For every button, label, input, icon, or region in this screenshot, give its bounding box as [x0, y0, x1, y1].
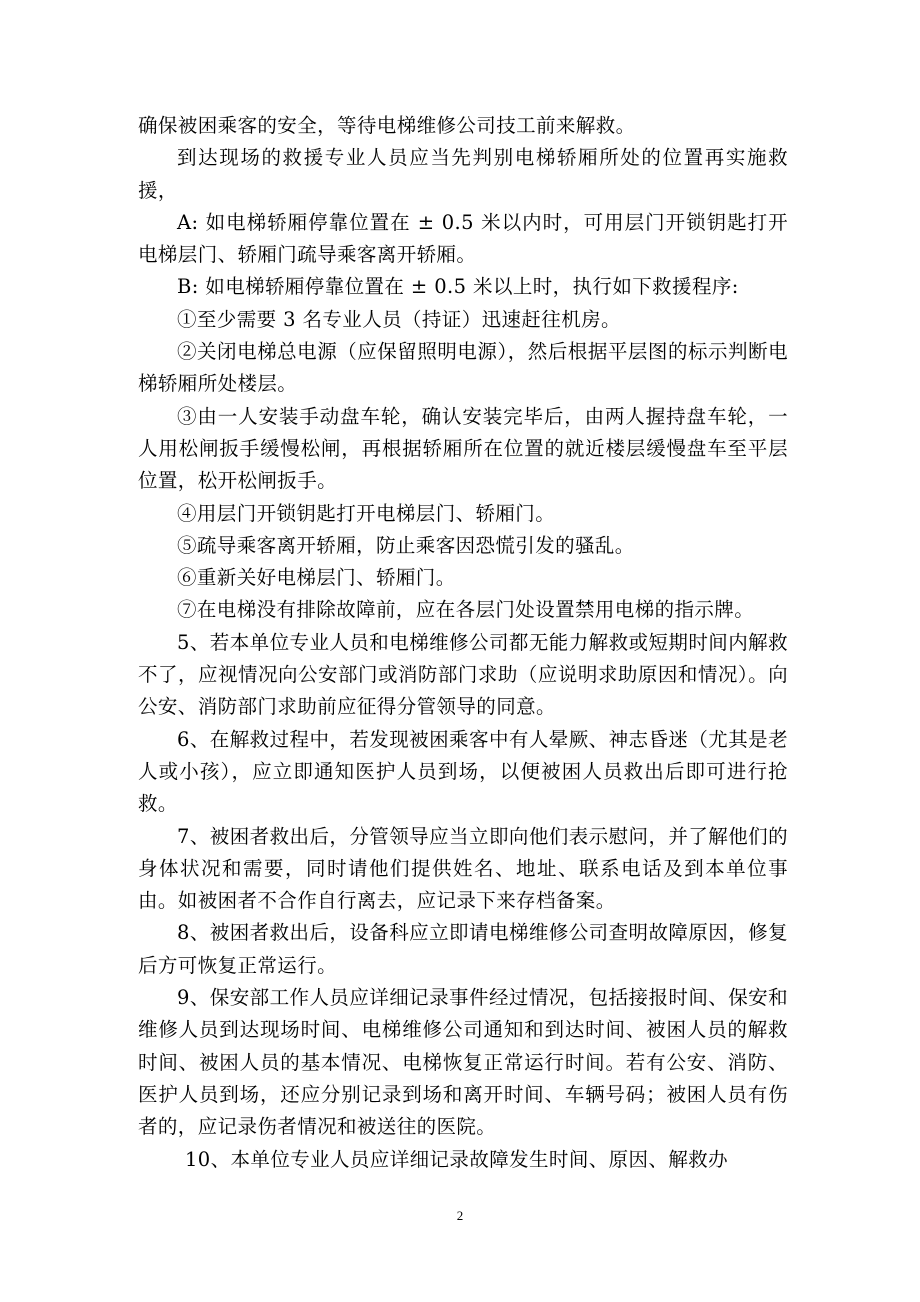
paragraph-arrival-rescue: 到达现场的救援专业人员应当先判别电梯轿厢所处的位置再实施救援， [138, 146, 788, 202]
paragraph-option-b: B: 如电梯轿厢停靠位置在 ± 0.5 米以上时，执行如下救援程序: [177, 275, 739, 299]
step-4: ④用层门开锁钥匙打开电梯层门、轿厢门。 [177, 501, 556, 525]
step-1: ①至少需要 3 名专业人员（持证）迅速赶往机房。 [177, 307, 621, 331]
step-3: ③由一人安装手动盘车轮，确认安装完毕后，由两人握持盘车轮，一人用松闸扳手缓慢松闸，再根据轿厢所在位置的就近楼层缓慢盘车至平层位置，松开松闸扳手。 [138, 404, 788, 493]
item-8: 8、被困者救出后，设备科应立即请电梯维修公司查明故障原因，修复后方可恢复正常运行。 [138, 921, 788, 977]
step-6: ⑥重新关好电梯层门、轿厢门。 [177, 566, 456, 590]
paragraph-continuation: 确保被困乘客的安全，等待电梯维修公司技工前来解救。 [138, 114, 636, 137]
item-10: 10、本单位专业人员应详细记录故障发生时间、原因、解救办 [185, 1147, 729, 1171]
item-5: 5、若本单位专业人员和电梯维修公司都无能力解救或短期时间内解救不了，应视情况向公安部门或消防部门求助（应说明求助原因和情况）。向公安、消防部门求助前应征得分管领导的同意。 [138, 630, 788, 719]
body-text [138, 110, 788, 1176]
step-5: ⑤疏导乘客离开轿厢，防止乘客因恐慌引发的骚乱。 [177, 533, 635, 557]
page-number: 2 [456, 1208, 464, 1223]
paragraph-option-a: A: 如电梯轿厢停靠位置在 ± 0.5 米以内时，可用层门开锁钥匙打开电梯层门、轿厢门疏导乘客离开轿厢。 [138, 210, 788, 267]
step-2: ②关闭电梯总电源（应保留照明电源），然后根据平层图的标示判断电梯轿厢所处楼层。 [138, 340, 788, 396]
step-7: ⑦在电梯没有排除故障前，应在各层门处设置禁用电梯的指示牌。 [177, 598, 755, 622]
item-7: 7、被困者救出后，分管领导应当立即向他们表示慰问，并了解他们的身体状况和需要，同时请他们提供姓名、地址、联系电话及到本单位事由。如被困者不合作自行离去，应记录下来存档备案。 [138, 824, 788, 913]
item-9: 9、保安部工作人员应详细记录事件经过情况，包括接报时间、保安和维修人员到达现场时间、电梯维修公司通知和到达时间、被困人员的解救时间、被困人员的基本情况、电梯恢复正常运行时间。若有公安、消防、医护人员到场，还应分别记录到场和离开时间、车辆号码；被困人员有伤者的，应记录伤者情况和被送往的医院。 [138, 986, 788, 1139]
item-6: 6、在解救过程中，若发现被困乘客中有人晕厥、神志昏迷（尤其是老人或小孩），应立即通知医护人员到场，以便被困人员救出后即可进行抢救。 [138, 727, 788, 816]
